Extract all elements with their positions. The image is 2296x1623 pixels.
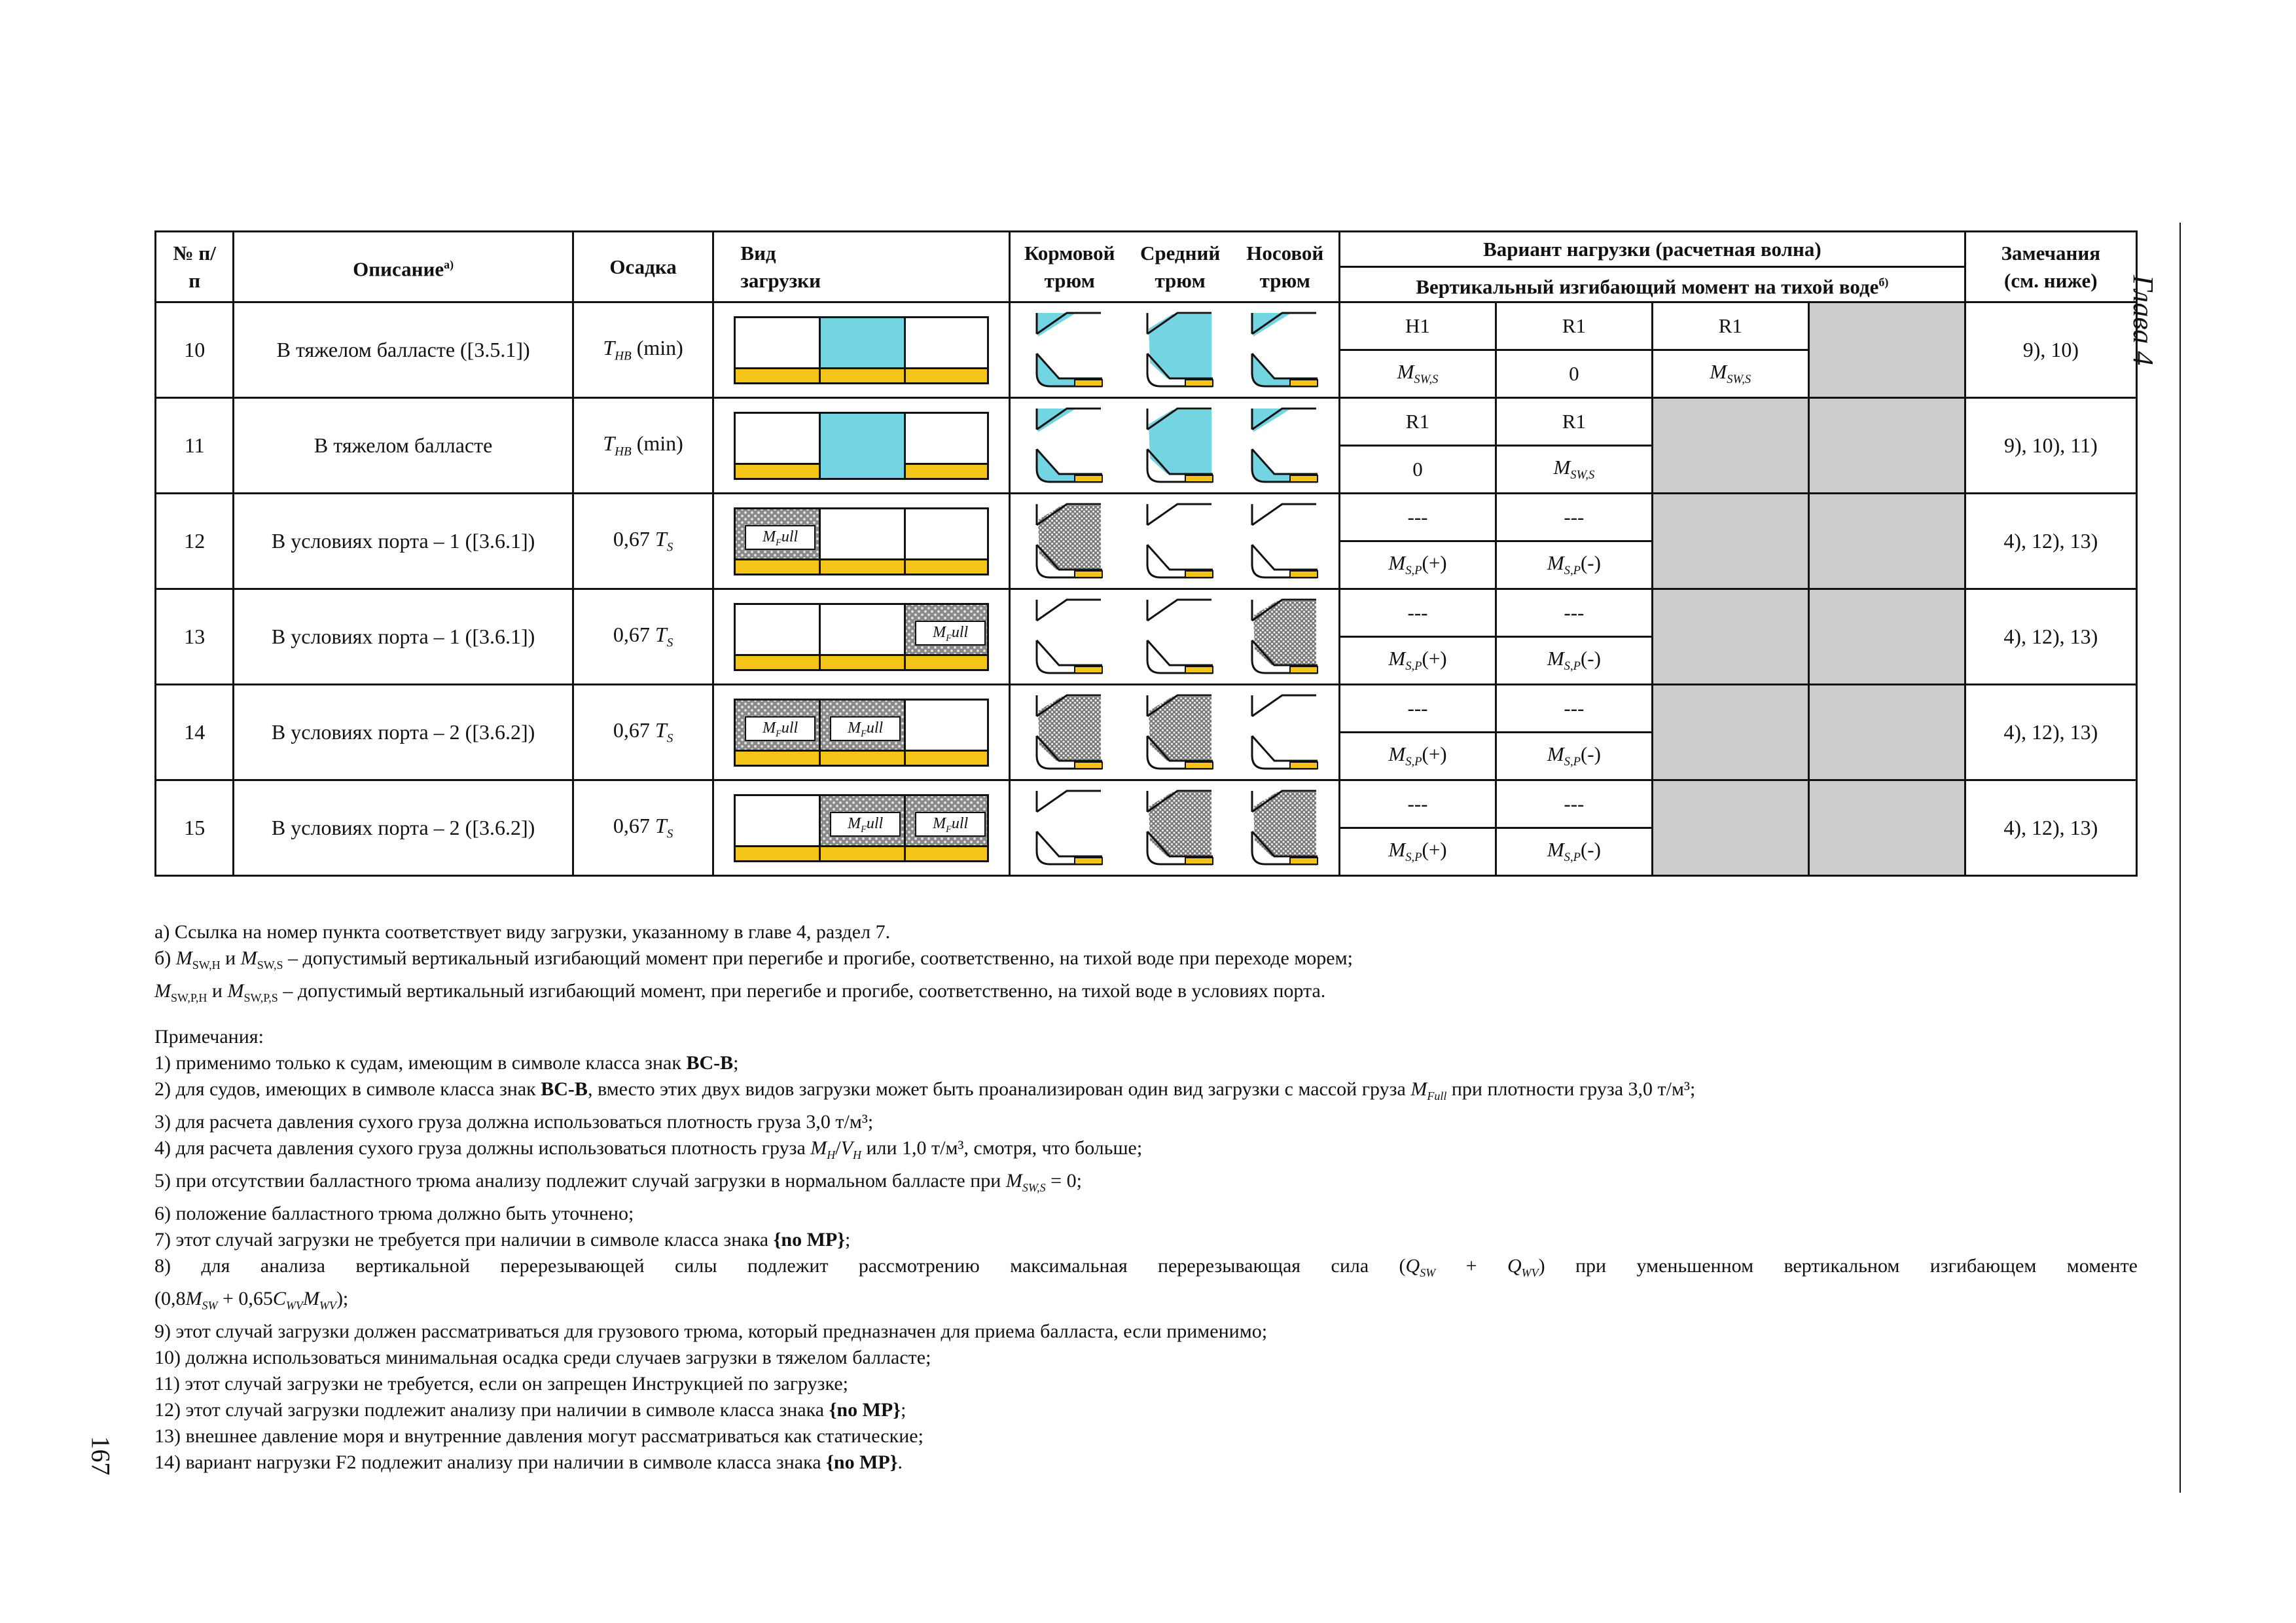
- row-loading-view: [713, 780, 1010, 876]
- fwd-hold-section: [1232, 494, 1340, 589]
- grey-cell: [1652, 398, 1808, 494]
- double-bottom: [736, 654, 819, 669]
- loading-pattern: [734, 699, 989, 767]
- row-number: 13: [156, 589, 234, 685]
- moment-value: $M_{S,P}(+)$: [1340, 733, 1496, 780]
- grey-cell: [1652, 589, 1808, 685]
- footnote-b: б) $M_{SW,H}$ и $M_{SW,S}$ – допустимый вертикальный изгибающий момент при перегибе и прогибе, соответственно, на тихой воде при переходе морем;: [154, 947, 1353, 972]
- header-load-view: Вид загрузки: [713, 232, 1010, 302]
- load-case-code: ---: [1496, 494, 1652, 541]
- grey-cell: [1808, 780, 1965, 876]
- load-case-code: ---: [1340, 589, 1496, 637]
- double-bottom: [736, 367, 819, 382]
- note-14: 14) вариант нагрузки F2 подлежит анализу при наличии в символе класса знака {no MP}.: [154, 1451, 903, 1473]
- hold-2-cargo: [819, 794, 906, 862]
- double-bottom: [906, 558, 987, 574]
- hold-3-empty: [904, 412, 989, 480]
- load-case-code: H1: [1340, 302, 1496, 350]
- note-8-cont: $(0,8M_{SW} + 0,65C_{WV}M_{WV})$;: [154, 1288, 349, 1312]
- row-description: В условиях порта – 2 ([3.6.2]): [234, 780, 573, 876]
- row-loading-view: [713, 589, 1010, 685]
- grey-cell: [1652, 780, 1808, 876]
- hold-1-empty: [734, 412, 821, 480]
- margin-rule: [2179, 223, 2181, 1493]
- header-remarks: Замечания (см. ниже): [1965, 232, 2136, 302]
- hold-2-empty: [819, 507, 906, 575]
- mid-hold-section: [1129, 398, 1232, 494]
- hold-1-empty: [734, 603, 821, 671]
- mid-hold-section: [1129, 302, 1232, 398]
- hold-2-cargo: [819, 699, 906, 767]
- fwd-hold-section: [1232, 589, 1340, 685]
- hold-3-empty: [904, 316, 989, 384]
- note-3: 3) для расчета давления сухого груза должна использоваться плотность груза 3,0 т/м³;: [154, 1111, 874, 1133]
- aft-hold-section: [1009, 589, 1128, 685]
- row-draft: 0,67 $T_S$: [573, 780, 713, 876]
- row-number: 15: [156, 780, 234, 876]
- row-draft: 0,67 $T_S$: [573, 685, 713, 780]
- header-mid-hold: Средний трюм: [1129, 232, 1232, 302]
- hold-2-empty: [819, 603, 906, 671]
- moment-value: 0: [1496, 350, 1652, 398]
- table-row: [156, 589, 2137, 637]
- moment-value: $M_{SW,S}$: [1652, 350, 1808, 398]
- header-num: № п/п: [156, 232, 234, 302]
- mid-hold-section: [1129, 589, 1232, 685]
- cargo-mass-tag: $M_Full$: [915, 812, 986, 837]
- table-row: [156, 302, 2137, 350]
- cargo-mass-tag: $M_Full$: [830, 812, 901, 837]
- cargo-mass-tag: $M_Full$: [915, 621, 986, 646]
- cargo-mass-tag: $M_Full$: [745, 525, 816, 550]
- row-description: В условиях порта – 2 ([3.6.2]): [234, 685, 573, 780]
- double-bottom: [736, 558, 819, 574]
- table-row: [156, 780, 2137, 828]
- moment-value: $M_{S,P}(-)$: [1496, 828, 1652, 876]
- header-aft-hold: Кормовой трюм: [1009, 232, 1128, 302]
- hold-3-cargo: [904, 794, 989, 862]
- load-case-code: ---: [1340, 780, 1496, 828]
- hold-1-cargo: [734, 699, 821, 767]
- hold-1-empty: [734, 316, 821, 384]
- hold-2-ballast: [819, 316, 906, 384]
- grey-cell: [1808, 589, 1965, 685]
- hold-2-ballast: [819, 412, 906, 480]
- double-bottom: [821, 750, 904, 765]
- double-bottom: [906, 845, 987, 860]
- loading-pattern: [734, 316, 989, 384]
- double-bottom: [821, 558, 904, 574]
- double-bottom: [736, 750, 819, 765]
- note-13: 13) внешнее давление моря и внутренние давления могут рассматриваться как статические;: [154, 1425, 924, 1447]
- note-12: 12) этот случай загрузки подлежит анализу при наличии в символе класса знака {no MP};: [154, 1399, 906, 1421]
- footnote-a: а) Ссылка на номер пункта соответствует виду загрузки, указанному в главе 4, раздел 7.: [154, 921, 891, 943]
- row-number: 11: [156, 398, 234, 494]
- row-loading-view: [713, 302, 1010, 398]
- loading-pattern: [734, 794, 989, 862]
- aft-hold-section: [1009, 302, 1128, 398]
- double-bottom: [821, 845, 904, 860]
- moment-value: $M_{S,P}(+)$: [1340, 828, 1496, 876]
- moment-value: $M_{S,P}(+)$: [1340, 637, 1496, 685]
- double-bottom: [821, 367, 904, 382]
- moment-value: $M_{S,P}(-)$: [1496, 541, 1652, 589]
- loading-pattern: [734, 412, 989, 480]
- double-bottom: [906, 367, 987, 382]
- header-variant: Вариант нагрузки (расчетная волна): [1340, 232, 1965, 267]
- load-case-code: ---: [1496, 780, 1652, 828]
- note-2: 2) для судов, имеющих в символе класса знак BC-B, вместо этих двух видов загрузки может быть проанализирован один вид загрузки с массой груза $M_{Full}$ при плотности груза 3,0 т/м³;: [154, 1078, 1696, 1103]
- double-bottom: [821, 654, 904, 669]
- table-body: [156, 302, 2137, 876]
- note-10: 10) должна использоваться минимальная осадка среди случаев загрузки в тяжелом балласте;: [154, 1347, 931, 1368]
- moment-value: $M_{SW,S}$: [1340, 350, 1496, 398]
- hold-3-cargo: [904, 603, 989, 671]
- row-loading-view: [713, 494, 1010, 589]
- row-number: 12: [156, 494, 234, 589]
- row-number: 10: [156, 302, 234, 398]
- moment-value: $M_{S,P}(-)$: [1496, 637, 1652, 685]
- mid-hold-section: [1129, 780, 1232, 876]
- double-bottom: [906, 463, 987, 478]
- load-case-code: ---: [1340, 494, 1496, 541]
- note-6: 6) положение балластного трюма должно быть уточнено;: [154, 1203, 634, 1224]
- row-loading-view: [713, 398, 1010, 494]
- loading-pattern: [734, 603, 989, 671]
- page-number: 167: [86, 1436, 116, 1476]
- notes-section: [154, 1024, 2138, 1476]
- loading-pattern: [734, 507, 989, 575]
- load-case-code: ---: [1496, 589, 1652, 637]
- cargo-mass-tag: $M_Full$: [830, 716, 901, 741]
- mid-hold-section: [1129, 685, 1232, 780]
- aft-hold-section: [1009, 398, 1128, 494]
- row-draft: 0,67 $T_S$: [573, 494, 713, 589]
- row-draft: $T_{HB}$ (min): [573, 398, 713, 494]
- fwd-hold-section: [1232, 685, 1340, 780]
- row-number: 14: [156, 685, 234, 780]
- row-draft: $T_{HB}$ (min): [573, 302, 713, 398]
- row-loading-view: [713, 685, 1010, 780]
- load-case-code: R1: [1652, 302, 1808, 350]
- aft-hold-section: [1009, 685, 1128, 780]
- note-5: 5) при отсутствии балластного трюма анализу подлежит случай загрузки в нормальном балласте при $M_{SW,S} = 0$;: [154, 1170, 1082, 1194]
- row-remarks: 4), 12), 13): [1965, 494, 2136, 589]
- cargo-mass-tag: $M_Full$: [745, 716, 816, 741]
- load-case-code: R1: [1340, 398, 1496, 446]
- table-header: [156, 232, 2137, 302]
- loading-conditions-table: [154, 230, 2138, 877]
- row-remarks: 4), 12), 13): [1965, 780, 2136, 876]
- row-remarks: 4), 12), 13): [1965, 685, 2136, 780]
- hold-1-empty: [734, 794, 821, 862]
- row-remarks: 9), 10): [1965, 302, 2136, 398]
- aft-hold-section: [1009, 780, 1128, 876]
- table-row: [156, 398, 2137, 446]
- header-moment: Вертикальный изгибающий момент на тихой воде$^{б)}$: [1340, 267, 1965, 302]
- header-draft: Осадка: [573, 232, 713, 302]
- header-fwd-hold: Носовой трюм: [1232, 232, 1340, 302]
- grey-cell: [1808, 398, 1965, 494]
- fwd-hold-section: [1232, 302, 1340, 398]
- notes-title: Примечания:: [154, 1026, 264, 1048]
- row-draft: 0,67 $T_S$: [573, 589, 713, 685]
- table-row: [156, 685, 2137, 733]
- double-bottom: [736, 845, 819, 860]
- row-remarks: 4), 12), 13): [1965, 589, 2136, 685]
- hold-1-cargo: [734, 507, 821, 575]
- grey-cell: [1652, 494, 1808, 589]
- row-remarks: 9), 10), 11): [1965, 398, 2136, 494]
- note-9: 9) этот случай загрузки должен рассматриваться для грузового трюма, который предназначен для приема балласта, если применимо;: [154, 1321, 1268, 1342]
- hold-3-empty: [904, 507, 989, 575]
- note-7: 7) этот случай загрузки не требуется при наличии в символе класса знака {no MP};: [154, 1229, 851, 1250]
- footnote-b2: $M_{SW,P,H}$ и $M_{SW,P,S}$ – допустимый вертикальный изгибающий момент, при перегибе и прогибе, соответственно, на тихой воде в условиях порта.: [154, 980, 1326, 1004]
- load-case-code: R1: [1496, 302, 1652, 350]
- moment-value: 0: [1340, 446, 1496, 494]
- row-description: В тяжелом балласте ([3.5.1]): [234, 302, 573, 398]
- load-case-code: ---: [1496, 685, 1652, 733]
- hold-3-empty: [904, 699, 989, 767]
- load-case-code: R1: [1496, 398, 1652, 446]
- moment-value: $M_{S,P}(+)$: [1340, 541, 1496, 589]
- double-bottom: [906, 750, 987, 765]
- moment-value: $M_{S,P}(-)$: [1496, 733, 1652, 780]
- note-1: 1) применимо только к судам, имеющим в символе класса знак BC-B;: [154, 1052, 739, 1074]
- double-bottom: [736, 463, 819, 478]
- note-11: 11) этот случай загрузки не требуется, если он запрещен Инструкцией по загрузке;: [154, 1373, 848, 1395]
- header-desc: Описание$^{а)}$: [234, 232, 573, 302]
- row-description: В условиях порта – 1 ([3.6.1]): [234, 494, 573, 589]
- fwd-hold-section: [1232, 398, 1340, 494]
- load-case-code: ---: [1340, 685, 1496, 733]
- row-description: В тяжелом балласте: [234, 398, 573, 494]
- moment-value: $M_{SW,S}$: [1496, 446, 1652, 494]
- row-description: В условиях порта – 1 ([3.6.1]): [234, 589, 573, 685]
- grey-cell: [1808, 302, 1965, 398]
- footnotes: [154, 919, 2138, 1011]
- aft-hold-section: [1009, 494, 1128, 589]
- double-bottom: [906, 654, 987, 669]
- grey-cell: [1652, 685, 1808, 780]
- table-row: [156, 494, 2137, 541]
- grey-cell: [1808, 494, 1965, 589]
- note-4: 4) для расчета давления сухого груза должны использоваться плотность груза $M_H/V_H$ или 1,0 т/м³, смотря, что больше;: [154, 1137, 1143, 1161]
- note-8: 8) для анализа вертикальной перерезывающей силы подлежит рассмотрению максимальная перерезывающая сила $(Q_{SW} + Q_{WV})$ при уменьшенном вертикальном изгибающем моменте: [154, 1255, 2138, 1279]
- mid-hold-section: [1129, 494, 1232, 589]
- chapter-label: Глава 4: [2127, 275, 2159, 366]
- fwd-hold-section: [1232, 780, 1340, 876]
- grey-cell: [1808, 685, 1965, 780]
